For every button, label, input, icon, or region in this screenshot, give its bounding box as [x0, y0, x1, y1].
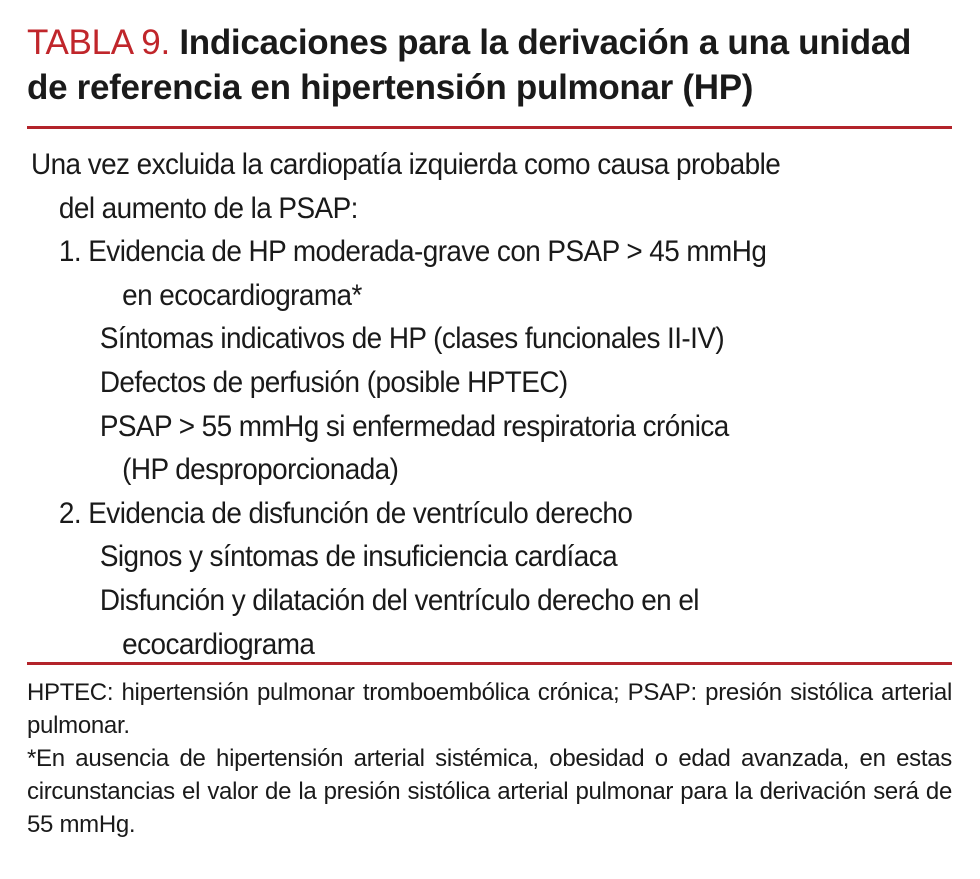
table-label: TABLA 9.	[27, 23, 170, 62]
intro-line-continued: del aumento de la PSAP:	[58, 191, 358, 225]
item-2-heading: 2. Evidencia de disfunción de ventrículo derecho	[58, 496, 633, 530]
item-2-sub-2: Disfunción y dilatación del ventrículo derecho en el	[99, 583, 699, 617]
table-body	[31, 143, 887, 666]
table-notes	[27, 676, 952, 841]
intro-line: Una vez excluida la cardiopatía izquierda como causa probable	[31, 148, 781, 181]
item-1-sub-3-continued: (HP desproporcionada)	[122, 453, 399, 487]
item-1-sub-1: Síntomas indicativos de HP (clases funcionales II-IV)	[99, 322, 725, 356]
item-1-sub-2: Defectos de perfusión (posible HPTEC)	[99, 365, 568, 399]
bottom-divider	[27, 662, 952, 665]
item-1-sub-3: PSAP > 55 mmHg si enfermedad respiratoria crónica	[99, 409, 729, 443]
table-heading: Indicaciones para la derivación a una unidad de referencia en hipertensión pulmonar (HP)	[27, 23, 912, 107]
item-2-sub-1: Signos y síntomas de insuficiencia cardíaca	[99, 540, 618, 574]
abbreviations-note: HPTEC: hipertensión pulmonar tromboembólica crónica; PSAP: presión sistólica arterial pulmonar.	[27, 679, 952, 739]
item-1-heading-continued: en ecocardiograma*	[122, 278, 362, 312]
table-title	[27, 20, 957, 110]
top-divider	[27, 126, 952, 129]
item-2-sub-2-continued: ecocardiograma	[122, 627, 315, 661]
item-1-heading: 1. Evidencia de HP moderada-grave con PSAP > 45 mmHg	[58, 235, 767, 269]
footnote: *En ausencia de hipertensión arterial sistémica, obesidad o edad avanzada, en estas circunstancias el valor de la presión sistólica arterial pulmonar para la derivación será de 55 mmHg.	[27, 745, 952, 838]
